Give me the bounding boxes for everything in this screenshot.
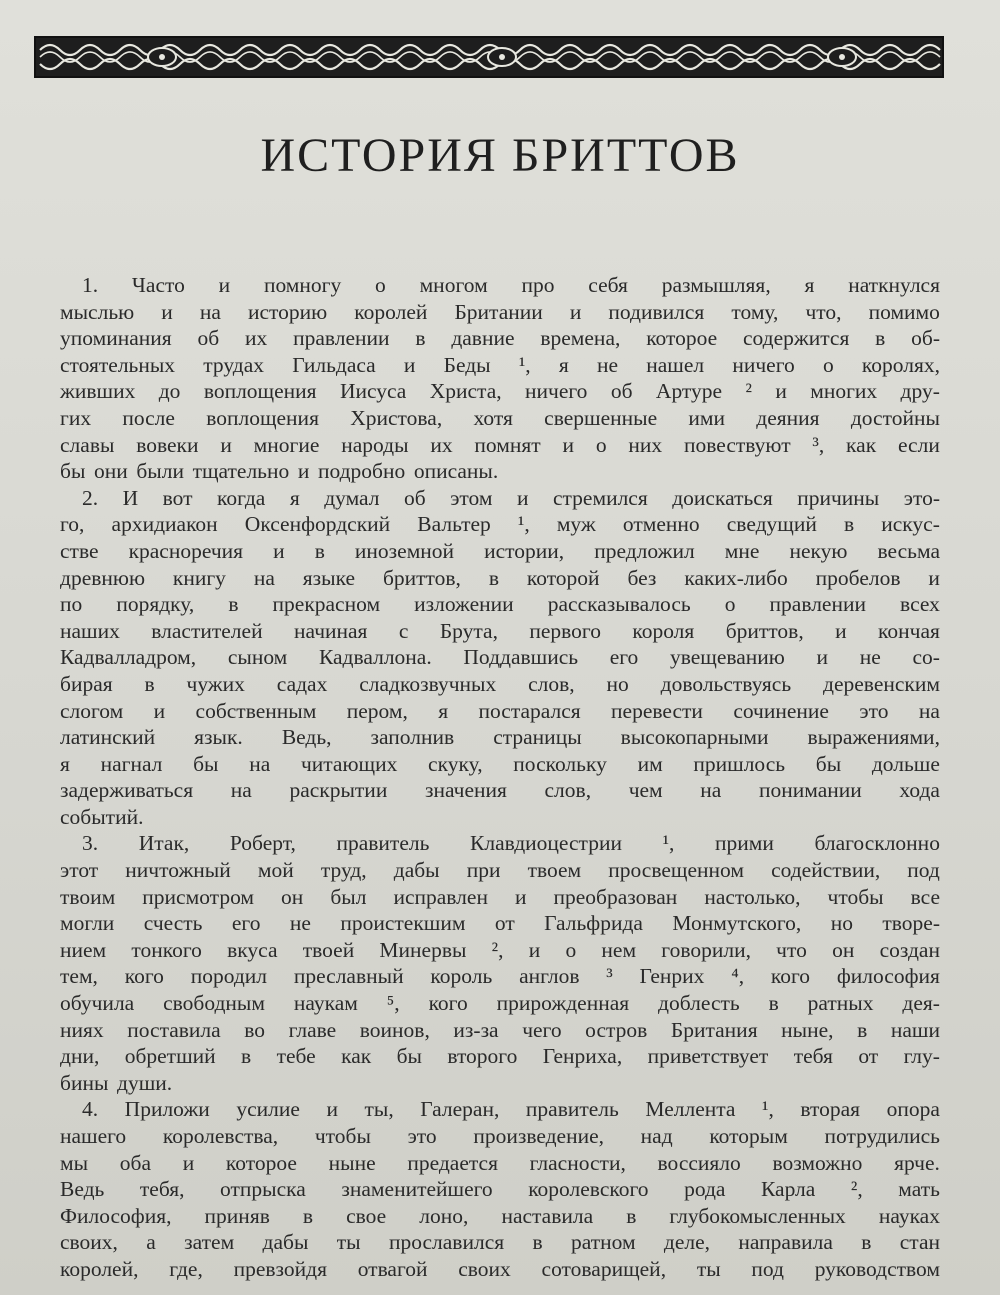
text-line: древнюю книгу на языке бриттов, в которой без каких-либо пробелов и bbox=[60, 565, 940, 590]
text-line: наших властителей начиная с Брута, первого короля бриттов, и кончая bbox=[60, 618, 940, 643]
text-line: королей, где, превзойдя отвагой своих сотоварищей, ты под руководством bbox=[60, 1256, 940, 1281]
text-line: твоим присмотром он был исправлен и преобразован настолько, чтобы все bbox=[60, 884, 940, 909]
celtic-knot-band-icon bbox=[34, 36, 944, 78]
text-line: стве красноречия и в иноземной истории, предложил мне некую весьма bbox=[60, 538, 940, 563]
text-line: 1. Часто и помногу о многом про себя размышляя, я наткнулся bbox=[82, 273, 940, 297]
text-line: этот ничтожный мой труд, дабы при твоем просвещенном содействии, под bbox=[60, 858, 940, 883]
text-line: дни, обретший в тебе как бы второго Генриха, приветствует тебя от глу- bbox=[60, 1044, 940, 1069]
text-line: своих, а затем дабы ты прославился в ратном деле, направила в стан bbox=[60, 1230, 940, 1255]
text-line: бирая в чужих садах сладкозвучных слов, но довольствуясь деревенским bbox=[60, 671, 940, 696]
text-line: славы вовеки и многие народы их помнят и о них повествуют ³, как если bbox=[60, 432, 940, 457]
text-line: Философия, приняв в свое лоно, наставила в глубокомысленных науках bbox=[60, 1203, 940, 1228]
text-line: го, архидиакон Оксенфордский Вальтер ¹, муж отменно сведущий в искус- bbox=[60, 512, 940, 537]
text-line: я нагнал бы на читающих скуку, поскольку им пришлось бы дольше bbox=[60, 751, 940, 776]
text-line: нием тонкого вкуса твоей Минервы ², и о нем говорили, что он создан bbox=[60, 937, 940, 962]
text-line: мы оба и которое ныне предается гласности, воссияло возможно ярче. bbox=[60, 1150, 940, 1175]
text-body bbox=[60, 272, 940, 1283]
text-line: 2. И вот когда я думал об этом и стремился доискаться причины это- bbox=[82, 485, 940, 510]
text-line: задерживаться на раскрытии значения слов, чем на понимании хода bbox=[60, 778, 940, 803]
text-line: событий. bbox=[60, 804, 144, 829]
text-line: Кадвалладром, сыном Кадваллона. Поддавшись его увещеванию и не со- bbox=[60, 645, 940, 670]
page-title: ИСТОРИЯ БРИТТОВ bbox=[260, 129, 740, 182]
text-line: 3. Итак, Роберт, правитель Клавдиоцестрии ¹, прими благосклонно bbox=[82, 831, 940, 856]
text-line: латинский язык. Ведь, заполнив страницы высокопарными выражениями, bbox=[60, 725, 940, 750]
text-line: тем, кого породил преславный король англов ³ Генрих ⁴, кого философия bbox=[60, 964, 940, 989]
text-line: слогом и собственным пером, я постарался перевести сочинение это на bbox=[60, 698, 940, 723]
text-line: 4. Приложи усилие и ты, Галеран, правитель Меллента ¹, вторая опора bbox=[82, 1097, 940, 1122]
text-line: ниях поставила во главе воинов, из-за чего остров Британия ныне, в наши bbox=[60, 1017, 940, 1042]
text-line: мыслью и на историю королей Британии и подивился тому, что, помимо bbox=[60, 299, 940, 324]
text-line: бины души. bbox=[60, 1070, 173, 1095]
text-line: упоминания об их правлении в давние времена, которое содержится в об- bbox=[60, 326, 940, 351]
text-line: по порядку, в прекрасном изложении рассказывалось о правлении всех bbox=[60, 592, 940, 617]
text-line: Ведь тебя, отпрыска знаменитейшего королевского рода Карла ², мать bbox=[60, 1177, 940, 1202]
text-line: живших до воплощения Иисуса Христа, ничего об Артуре ² и многих дру- bbox=[60, 379, 940, 404]
text-line: бы они были тщательно и подробно описаны. bbox=[60, 459, 499, 484]
text-line: могли счесть его не проистекшим от Гальфрида Монмутского, но творе- bbox=[60, 911, 940, 936]
text-line: стоятельных трудах Гильдаса и Беды ¹, я не нашел ничего о королях, bbox=[60, 352, 940, 377]
text-line: нашего королевства, чтобы это произведение, над которым потрудились bbox=[60, 1124, 940, 1148]
text-line: гих после воплощения Христова, хотя свершенные ими деяния достойны bbox=[60, 405, 940, 430]
text-line: обучила свободным наукам ⁵, кого прирожденная доблесть в ратных дея- bbox=[60, 991, 940, 1016]
